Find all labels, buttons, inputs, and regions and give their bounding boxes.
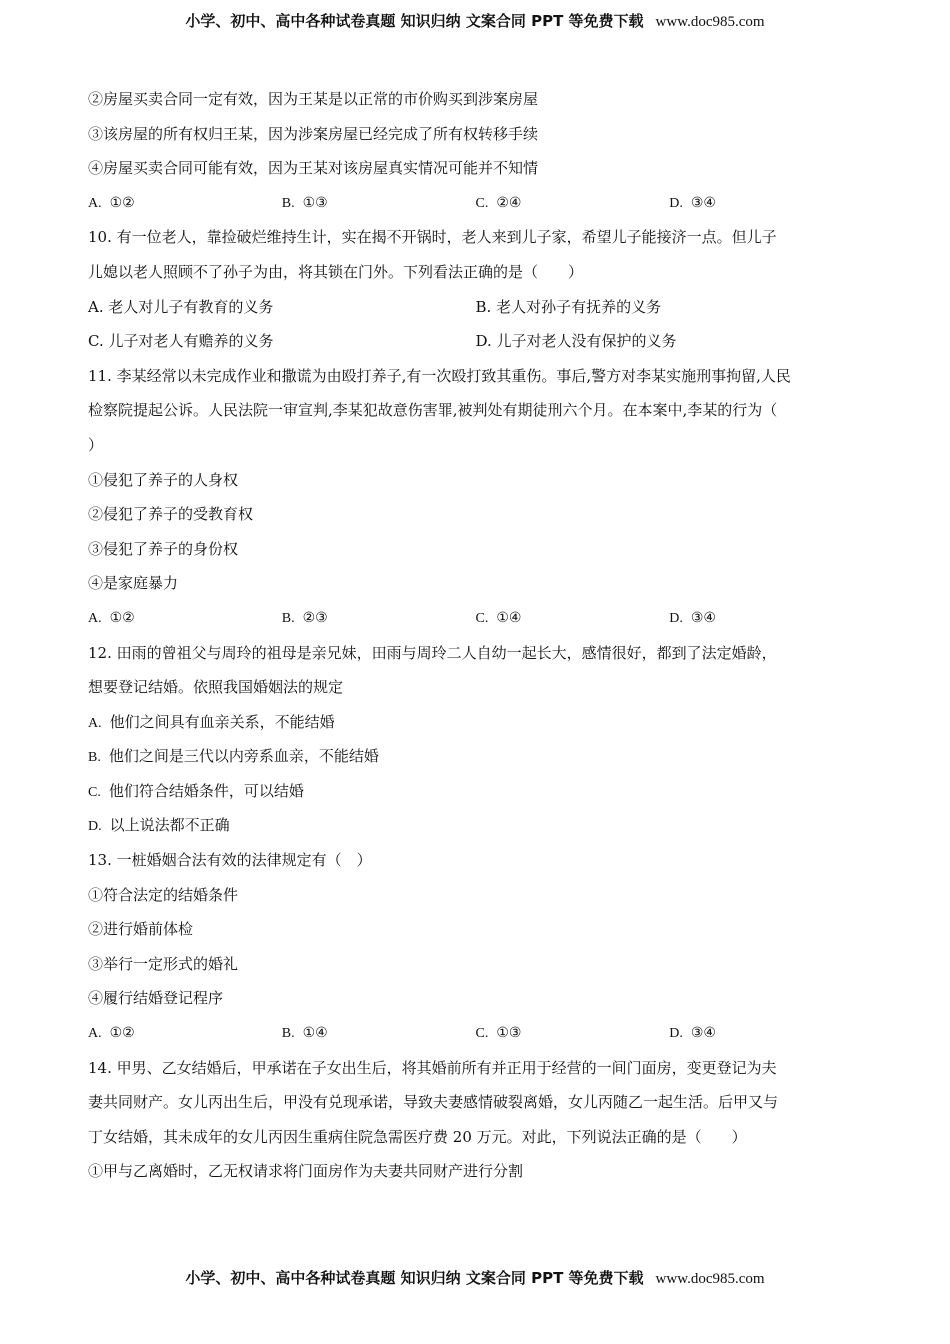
q12-option-d: D. 以上说法都不正确 [88,816,230,835]
q12-option-b: B. 他们之间是三代以内旁系血亲，不能结婚 [88,747,379,766]
q10-stem: 儿媳以老人照顾不了孙子为由，将其锁在门外。下列看法正确的是（ ） [88,262,584,281]
q9-option-b: B. ①③ [281,194,328,211]
q10-options-row2 [88,330,863,352]
q9-option-d: D. ③④ [669,194,716,211]
q10-options-row1 [88,296,863,318]
page-header [0,11,950,32]
q14-stem: 妻共同财产。女儿丙出生后，甲没有兑现承诺，导致夫妻感情破裂离婚，女儿丙随乙一起生活。后甲又与 [88,1093,779,1112]
q11-item: ③侵犯了养子的身份权 [88,539,239,558]
q13-options [88,1022,863,1044]
q13-item: ②进行婚前体检 [88,920,194,939]
q10-option-b: B. 老人对孙子有抚养的义务 [475,297,662,316]
footer-url[interactable]: www.doc985.com [655,1271,765,1287]
q11-item: ①侵犯了养子的人身权 [88,470,239,489]
q11-stem: ） [88,435,104,454]
q12-stem: 12. 田雨的曾祖父与周玲的祖母是亲兄妹，田雨与周玲二人自幼一起长大，感情很好，都到了法定婚龄， [88,643,777,662]
q13-option-c: C. ①③ [475,1025,522,1042]
q9-option-a: A. ①② [88,194,135,211]
q11-stem: 检察院提起公诉。人民法院一审宣判,李某犯故意伤害罪,被判处有期徒刑六个月。在本案中,李某的行为（ [88,401,778,420]
q14-item: ①甲与乙离婚时，乙无权请求将门面房作为夫妻共同财产进行分割 [88,1162,524,1181]
q9-options [88,192,863,214]
q10-option-a: A. 老人对儿子有教育的义务 [88,297,274,316]
q10-option-d: D. 儿子对老人没有保护的义务 [475,332,677,351]
header-url[interactable]: www.doc985.com [655,14,765,30]
q9-item: ③该房屋的所有权归王某，因为涉案房屋已经完成了所有权转移手续 [88,124,539,143]
q9-item: ②房屋买卖合同一定有效，因为王某是以正常的市价购买到涉案房屋 [88,90,539,108]
q11-stem: 11. 李某经常以未完成作业和撒谎为由殴打养子,有一次殴打致其重伤。事后,警方对李某实施刑事拘留,人民 [88,366,791,385]
page-footer [0,1268,950,1289]
q10-option-c: C. 儿子对老人有赡养的义务 [88,332,274,351]
q11-item: ④是家庭暴力 [88,574,179,593]
header-title: 小学、初中、高中各种试卷真题 知识归纳 文案合同 PPT 等免费下载 [185,12,644,30]
q13-item: ③举行一定形式的婚礼 [88,954,239,973]
q13-option-d: D. ③④ [669,1025,716,1042]
q12-stem: 想要登记结婚。依照我国婚姻法的规定 [88,678,344,697]
q11-option-c: C. ①④ [475,609,522,626]
q11-options [88,607,863,629]
q13-stem: 13. 一桩婚姻合法有效的法律规定有（ ） [88,851,372,870]
q11-option-b: B. ②③ [281,609,328,626]
q13-option-a: A. ①② [88,1025,135,1042]
footer-title: 小学、初中、高中各种试卷真题 知识归纳 文案合同 PPT 等免费下载 [185,1269,644,1287]
q10-stem: 10. 有一位老人，靠捡破烂维持生计，实在揭不开锅时，老人来到儿子家，希望儿子能接济一点。但儿子 [88,228,777,247]
q14-stem: 丁女结婚，其未成年的女儿丙因生重病住院急需医疗费 20 万元。对此，下列说法正确的是（ ） [88,1127,747,1146]
q12-option-a: A. 他们之间具有血亲关系，不能结婚 [88,712,335,731]
q12-option-c: C. 他们符合结婚条件，可以结婚 [88,781,304,800]
document-body [88,88,863,1195]
q11-option-a: A. ①② [88,609,135,626]
q9-option-c: C. ②④ [475,194,522,211]
q9-item: ④房屋买卖合同可能有效，因为王某对该房屋真实情况可能并不知情 [88,159,539,178]
q13-item: ④履行结婚登记程序 [88,989,224,1008]
q11-option-d: D. ③④ [669,609,716,626]
q11-item: ②侵犯了养子的受教育权 [88,505,254,524]
q13-item: ①符合法定的结婚条件 [88,885,239,904]
q14-stem: 14. 甲男、乙女结婚后，甲承诺在子女出生后，将其婚前所有并正用于经营的一间门面房，变更登记为夫 [88,1058,777,1077]
q13-option-b: B. ①④ [281,1025,328,1042]
